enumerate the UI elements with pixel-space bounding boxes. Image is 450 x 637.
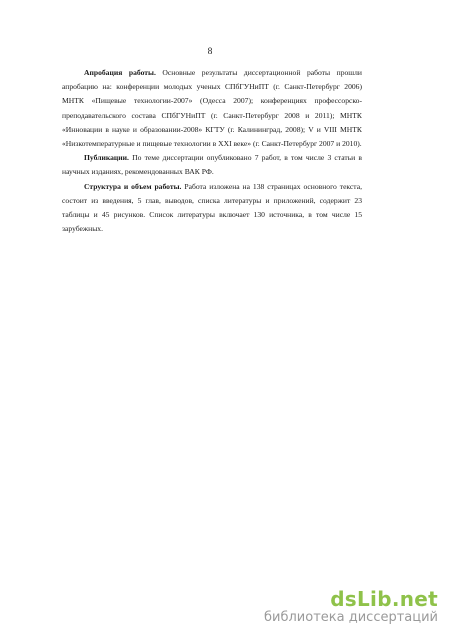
paragraph-approbation xyxy=(62,66,362,151)
text-structure: Работа изложена на 138 страницах основного текста, состоит из введения, 5 глав, выводов, списка литературы и приложений, содержит 23 таблицы и 45 рисунков. Список литературы включает 130 источника, в том числе 15 зарубежных. xyxy=(62,181,362,234)
heading-structure: Структура и объем работы. xyxy=(84,181,182,191)
watermark-logo: dsLib.net xyxy=(330,587,438,611)
heading-publications: Публикации. xyxy=(84,153,129,163)
heading-approbation: Апробация работы. xyxy=(84,68,156,77)
page-number: 8 xyxy=(207,47,213,57)
paragraph-structure xyxy=(62,180,362,237)
text-publications: По теме диссертации опубликовано 7 работ, в том числе 3 статьи в научных изданиях, рекомендованных ВАК РФ. xyxy=(62,153,362,177)
text-approbation: Основные результаты диссертационной работы прошли апробацию на: конференции молодых ученых СПбГУНиПТ (г. Санкт-Петербург 2006) МНТК «Пищевые технологии-2007» (Одесса 2007); конференциях профессорско-преподавательского состава СПбГУНиПТ (г. Санкт-Петербург 2008 и 2011); МНТК «Инновации в науке и образовании-2008» КГТУ (г. Калининград, 2008); V и VIII МНТК «Низкотемпературные и пищевые технологии в XXI веке» (г. Санкт-Петербург 2007 и 2010). xyxy=(62,68,362,149)
watermark xyxy=(264,588,438,625)
paragraph-publications xyxy=(62,151,362,179)
document-body xyxy=(62,66,362,236)
watermark-subtitle: библиотека диссертаций xyxy=(264,610,438,625)
